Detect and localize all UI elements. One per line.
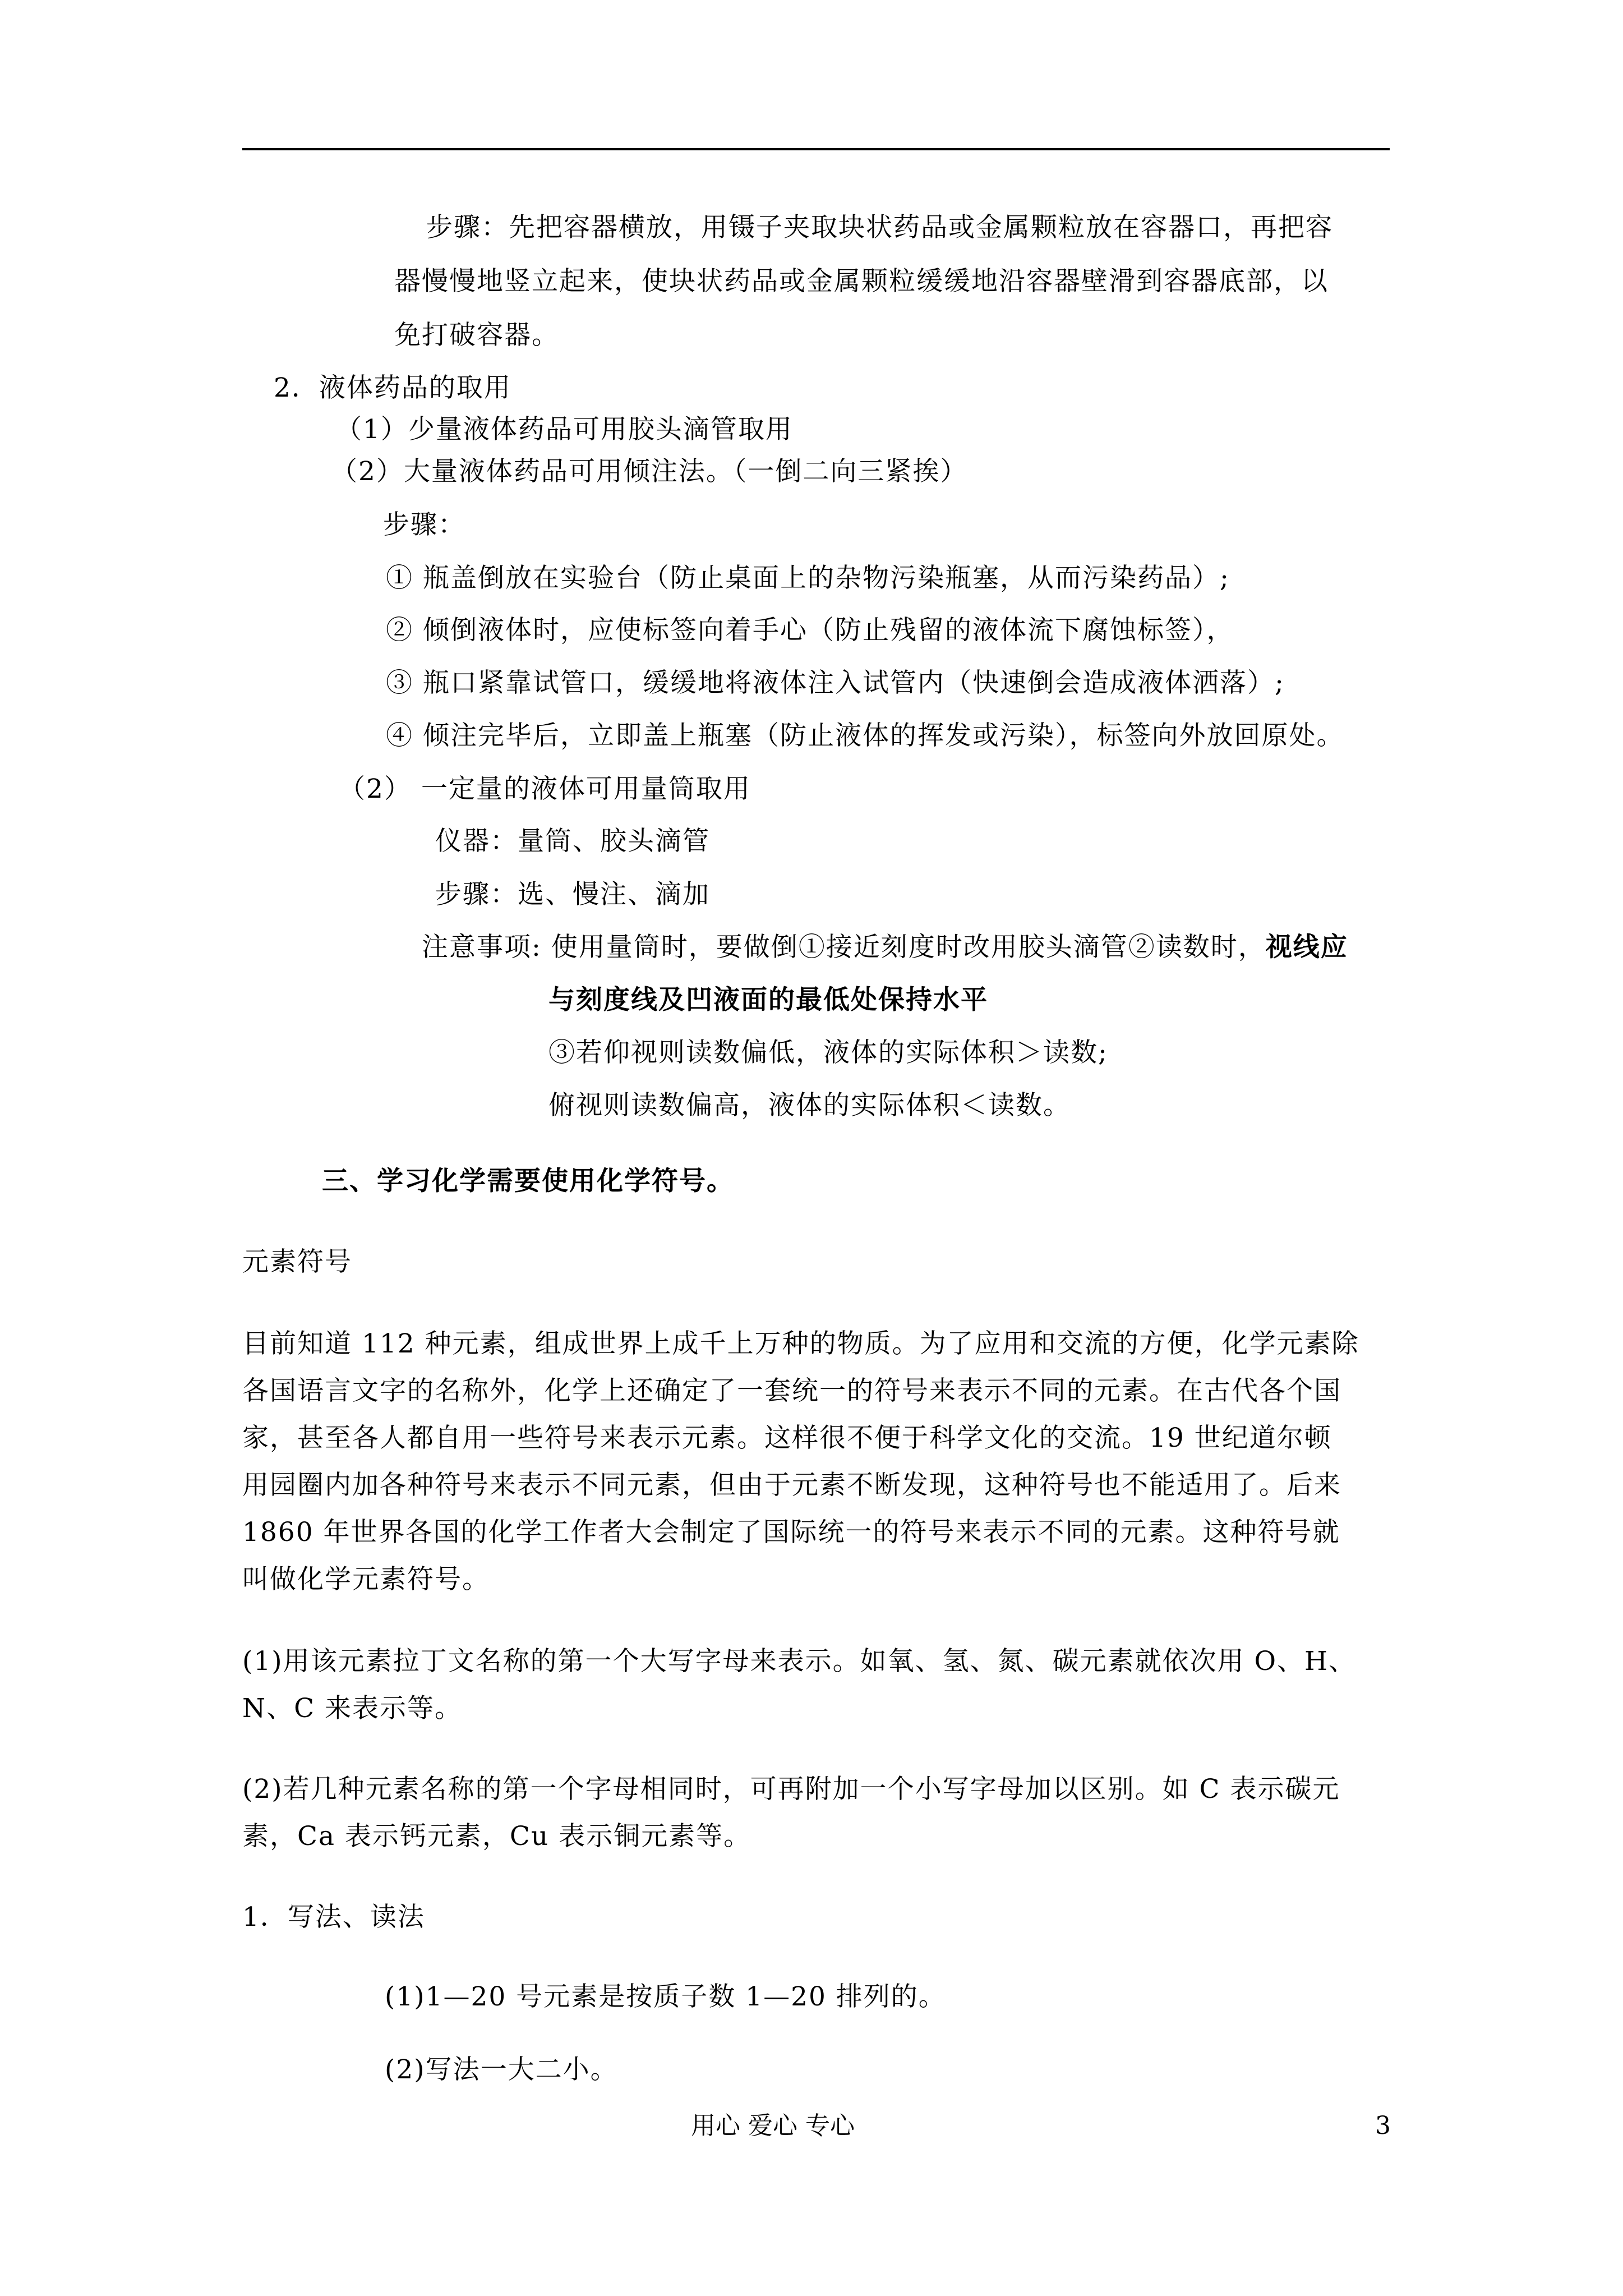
note-line [422, 932, 1348, 963]
note-emphasis: 视线应 [1265, 932, 1348, 963]
text-line: （2）大量液体药品可用倾注法。（一倒二向三紧挨） [331, 456, 968, 487]
section-heading-3: 三、学习化学需要使用化学符号。 [322, 1166, 734, 1197]
note-text: 注意事项: 使用量筒时，要做倒①接近刻度时改用胶头滴管②读数时， [422, 932, 1266, 963]
paragraph-line: (1)用该元素拉丁文名称的第一个大写字母来表示。如氧、氢、氮、碳元素就依次用 O、H、 [242, 1646, 1357, 1677]
paragraph-line: 用园圈内加各种符号来表示不同元素，但由于元素不断发现，这种符号也不能适用了。后来 [242, 1470, 1341, 1501]
text-line: 步骤：先把容器横放，用镊子夹取块状药品或金属颗粒放在容器口，再把容 [426, 212, 1333, 243]
text-line: （2） 一定量的液体可用量筒取用 [339, 774, 751, 804]
paragraph-line: (2)写法一大二小。 [385, 2054, 618, 2085]
note-line: 俯视则读数偏高，液体的实际体积＜读数。 [548, 1090, 1071, 1121]
note-line: ③若仰视则读数偏低，液体的实际体积＞读数; [548, 1037, 1108, 1068]
text-line: 器慢慢地竖立起来，使块状药品或金属颗粒缓缓地沿容器壁滑到容器底部，以 [394, 266, 1329, 297]
text-line: 步骤： [383, 509, 465, 540]
paragraph-line: 目前知道 112 种元素，组成世界上成千上万种的物质。为了应用和交流的方便，化学元素除 [242, 1328, 1359, 1359]
section-heading-2: 2．液体药品的取用 [274, 372, 511, 403]
step-item: ① 瓶盖倒放在实验台（防止桌面上的杂物污染瓶塞，从而污染药品）; [386, 563, 1230, 593]
paragraph-line: N、C 来表示等。 [242, 1693, 463, 1724]
text-line: 免打破容器。 [394, 320, 559, 351]
paragraph-line: 各国语言文字的名称外，化学上还确定了一套统一的符号来表示不同的元素。在古代各个国 [242, 1375, 1341, 1406]
subheading: 元素符号 [242, 1246, 352, 1277]
note-emphasis: 与刻度线及凹液面的最低处保持水平 [548, 984, 988, 1015]
paragraph-line: 家，甚至各人都自用一些符号来表示元素。这样很不便于科学文化的交流。19 世纪道尔顿 [242, 1423, 1332, 1453]
step-item: ④ 倾注完毕后，立即盖上瓶塞（防止液体的挥发或污染），标签向外放回原处。 [386, 720, 1344, 751]
text-line: 步骤：选、慢注、滴加 [435, 879, 710, 910]
paragraph-line: (1)1—20 号元素是按质子数 1—20 排列的。 [385, 1981, 946, 2012]
page-number: 3 [1375, 2111, 1391, 2140]
paragraph-line: 素，Ca 表示钙元素，Cu 表示铜元素等。 [242, 1821, 751, 1852]
footer-motto: 用心 爱心 专心 [691, 2111, 855, 2140]
step-item: ③ 瓶口紧靠试管口，缓缓地将液体注入试管内（快速倒会造成液体洒落）; [386, 668, 1285, 698]
text-line: 仪器：量筒、胶头滴管 [435, 826, 710, 857]
subheading: 1．写法、读法 [242, 1902, 425, 1932]
text-line: （1）少量液体药品可用胶头滴管取用 [335, 414, 793, 445]
step-item: ② 倾倒液体时，应使标签向着手心（防止残留的液体流下腐蚀标签）， [386, 615, 1234, 646]
paragraph-line: 1860 年世界各国的化学工作者大会制定了国际统一的符号来表示不同的元素。这种符号就 [242, 1517, 1340, 1548]
header-rule [242, 148, 1390, 150]
paragraph-line: 叫做化学元素符号。 [242, 1564, 490, 1595]
paragraph-line: (2)若几种元素名称的第一个字母相同时，可再附加一个小写字母加以区别。如 C 表示碳元 [242, 1774, 1340, 1805]
